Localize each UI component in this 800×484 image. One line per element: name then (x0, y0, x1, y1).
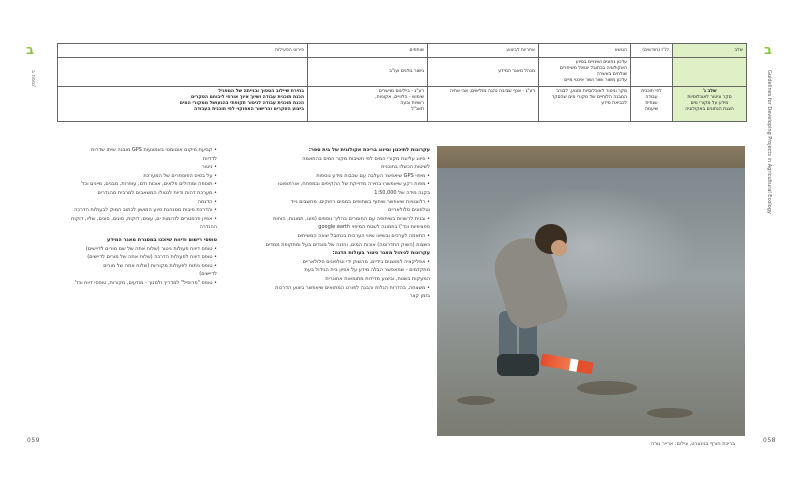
list-item: • מיפוי GPS שיאפשר העלבה עם שכבות מידע נוספות (316, 172, 430, 179)
section-heading: עקרונות לתיכנון וסיווג בריכת אקולוגית של בית ספר: (308, 147, 430, 153)
list-item: • התאמה לערכים ובשיאו שיווי הערכות בכתובל יצאה המשיחים (297, 232, 430, 239)
cell-activity (58, 87, 308, 122)
photo-boy-face (551, 240, 567, 256)
cell-line: לכביאת מידע (601, 101, 627, 106)
list-item: מתקדמים - שתאפשר הבלה מידע על אפיון בית הגידול בעת (304, 267, 430, 274)
photo-field (437, 146, 745, 168)
cell-line: רשויות ובעה (400, 101, 424, 106)
cell-line: שיעמה (644, 107, 659, 112)
section-mark-right: ב (764, 43, 772, 58)
list-item: • קביעת מיקום אוטומטי באמצעות GPS מובנה שיתו שדרות (91, 147, 217, 153)
list-item: ההנדרה (199, 224, 217, 231)
cell-line: שנתית (645, 101, 658, 106)
list-item: בקנה מידה של 1:50,000 (374, 189, 430, 196)
list-item: • אפיון פרמטרים לזרומות ים, עצים, דוקות, סוגים, סוגים, שליו, דוקות (71, 215, 217, 222)
left-text-column (57, 146, 217, 288)
cell-line: עדכון משור ושור ושור אינטי מיים (564, 78, 627, 83)
header-responsibility: אחריות לביצוע (428, 44, 539, 58)
cell-line: עבודה (645, 95, 658, 100)
header-stage: שלב (673, 44, 747, 58)
cell-line: עדכון נתונים ושינויים בסיוע (575, 60, 627, 65)
header-timeline: לו"ז (חודשים) (631, 44, 673, 58)
list-item: • מערכת דהות ודיות לנטולו המשאבים למרבית מהגדרים (97, 189, 217, 196)
cell-partners: גישור גולנים ועו"ב (308, 58, 428, 87)
cell-line: הצגת הנתונים באקולוגיה (685, 107, 734, 112)
list-item: • טופס ניתוח לפעולות מקוריות (שלוח אתה של מורים (103, 262, 217, 269)
header-partners: שותפים (308, 44, 428, 58)
cell-line: סקר וניטור לאוכלוסיות ומנוע, לבורב (556, 89, 627, 94)
cell-line: רע"ג - בייליגוס מוישרים (378, 89, 424, 94)
list-item: • משצחה, בהדרוח הגלות והבגה לפורט המתואים שיאפשר ביצוע הדרכות (275, 284, 430, 291)
cell-responsibility: מנהל מאגר המידע (428, 58, 539, 87)
photo-mud (577, 381, 637, 395)
middle-text-column (222, 146, 430, 301)
cell-topic (539, 58, 631, 87)
table-header-row (58, 44, 747, 58)
cell-line: המבנה הלוחיים של מקורי מים שהסקר (551, 95, 627, 100)
cell-line: בחירת שיילוב הטסוך ובנייתה של המפגיל (218, 89, 304, 94)
page-number-left: 059 (27, 437, 40, 444)
cell-line: לפי תוכנית (641, 89, 662, 94)
photo-caption: בריכת חורף בגינצרט, צילום: ארייר נורה (650, 441, 735, 447)
photo-tray (540, 354, 593, 375)
section-heading: עקרונות לניהול מאגר ניטור בעולות הדגה: (332, 250, 430, 257)
list-item: • טופס "פרופיל" למדריך ולמנוך - מודעים, מקורות, טופסי דיוח וכד' (74, 279, 217, 286)
side-label-right: Guidelines for Developing Projects in Agricultural Ecology (766, 70, 772, 214)
cell-line: תאג"ל (411, 107, 424, 112)
cell-partners (308, 87, 428, 122)
header-topic: הנושא (539, 44, 631, 58)
list-item: • אפליקציה למושגים בידיים, מהשוק ידי וטלפונים סלולאריים (302, 258, 430, 265)
photo-mud (457, 396, 495, 405)
cell-line: מידע על מקורי מים (690, 101, 729, 106)
cell-line: הכנת תוכנית עבודה ושיוך איוך אורחי ליבוחם הסקרים (191, 95, 304, 100)
photo-mud (647, 408, 693, 418)
list-item: לדדיות (202, 155, 217, 162)
cell-line: האקולוגיה בכתובל יצואל משיחרים (559, 66, 627, 71)
activity-plan-table (57, 43, 747, 122)
cell-stage (673, 58, 747, 87)
list-item: • מפות רקע שיאפשרו בחירה מדוייקת של ההקיפים ובמפתח, אורתופוטו (277, 181, 430, 188)
list-item: לשיטות הכשלו בתוכנית (381, 164, 430, 171)
list-item: • רלוונטיות שיאפשר שיתוף בשתופים בממים רחוקים, מחשבים נייד (290, 198, 430, 205)
list-item: • ובנית לרשויות בשיתופה עם החומרים בהליך נוספים (מונו, תמונות, הוחות (273, 215, 430, 222)
cell-activity (58, 58, 308, 87)
cell-line: סקר וניטור לאוכלוסיות (687, 95, 732, 100)
cell-timeline (631, 87, 673, 122)
list-item: • והדרכת סיבות ממנהגת סיוע המושון לכתוב המוק לבעולות הדרכה (74, 207, 217, 214)
table-row (58, 87, 747, 122)
page-number-right: 058 (763, 437, 776, 444)
list-item: • ניטור (201, 164, 217, 171)
header-activity: פירוט הפעילות (58, 44, 308, 58)
list-item: • סיווג עליונת מקורי המים לפי חשיבות מקור המים בהתאמה (302, 155, 430, 162)
cell-responsibility: רע"ג - אנף שביבה נהגה מולישים, אבי אחיה (428, 87, 539, 122)
list-item: • טופס דיווח פעולות ניטור (שלוח אתה של שם מורים לדיישים) (85, 245, 217, 252)
side-label-left: נספח ב' (30, 70, 36, 88)
cell-line: שלב ג' (702, 89, 717, 94)
list-item: ספציפיות וכד') בתמונה לשטח המיפוי google earth (318, 224, 430, 231)
list-item: המעקות בשטח, וביצוע מדידות מתומאות אחוגרית (325, 275, 430, 282)
list-item: • הדגמה (197, 198, 217, 205)
list-item: לדיישים) (199, 271, 217, 278)
cell-stage (673, 87, 747, 122)
list-item: • טופס דיווח לפעולות הדרכה (שלוח אתה של מורים לדיישים) (87, 254, 217, 261)
list-item: • על בסיס הפוספרים של המערכת (143, 172, 217, 179)
list-item: כשצות (השוק התדרומה) אוכות המים, והזנה של מוגדים בעל ומתקופת ממדים (265, 241, 430, 248)
section-heading: טופסי רישום ודיווח שיוכנו במסגרת מאגר המידע (107, 236, 217, 243)
photo-boy-boots (497, 354, 539, 376)
cell-timeline (631, 58, 673, 87)
section-mark-left: ב (26, 43, 34, 58)
cell-topic (539, 87, 631, 122)
cell-line: שולחים באשרה (596, 72, 627, 77)
list-item: וטלפונים סלולאריים (388, 207, 430, 214)
table-row (58, 58, 747, 87)
list-item: בזמן קצר (409, 293, 430, 300)
cell-line: שימוש - הלוויים, אקוגיות, (375, 95, 424, 100)
list-item: • תוספה ומודולים פלאים, אוכות ודם, עופרות, מבנים, מיינים וכד' (80, 181, 217, 188)
cell-line: הכנת תוכנית עבודה לניטור תקופתי בהגעושל ממקורי המים (179, 101, 304, 106)
cell-line: ביצוע הסקרים והרישור האפוקוי לפי תוכנית העבודה (194, 107, 304, 112)
photo-child-in-pond (437, 146, 745, 436)
